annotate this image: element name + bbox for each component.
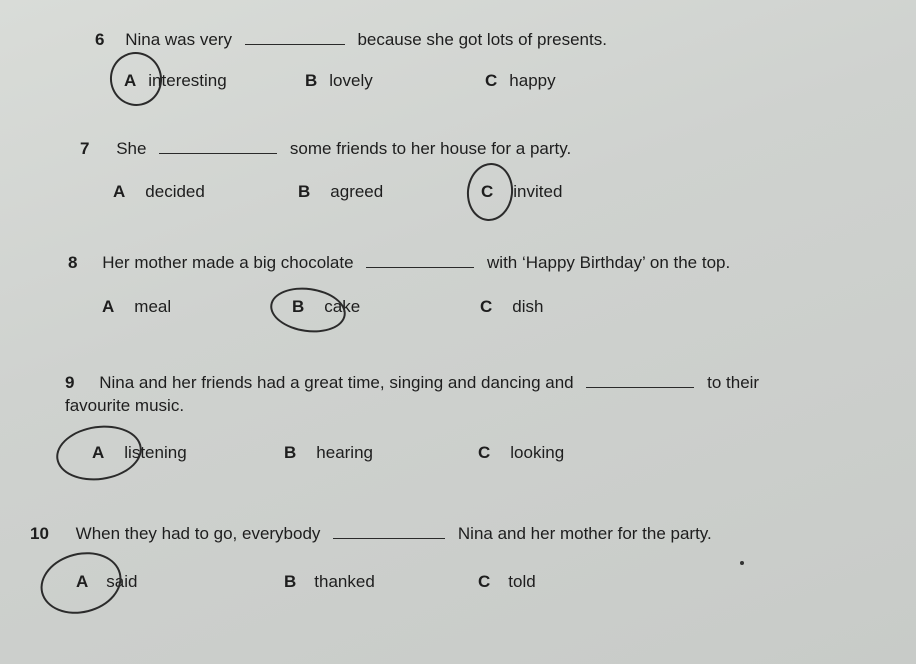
- option-text: cake: [324, 297, 361, 316]
- question-text-before: Nina and her friends had a great time, singing and dancing and: [99, 373, 574, 392]
- question-text-before: Her mother made a big chocolate: [102, 253, 354, 272]
- pencil-mark: [740, 561, 744, 565]
- option-letter: B: [305, 71, 318, 90]
- option-letter: B: [292, 297, 305, 316]
- option-text: said: [106, 572, 138, 591]
- question-text-before: When they had to go, everybody: [75, 524, 321, 543]
- option-text: hearing: [316, 443, 373, 462]
- option-text: listening: [124, 443, 187, 462]
- option-letter: C: [478, 443, 491, 462]
- answer-blank[interactable]: [159, 139, 277, 154]
- option-text: happy: [509, 71, 556, 90]
- option-letter: C: [485, 71, 498, 90]
- option-b[interactable]: [284, 443, 373, 463]
- option-a[interactable]: [124, 71, 227, 91]
- question-text-before: She: [116, 139, 147, 158]
- option-a[interactable]: [102, 297, 171, 317]
- question-number: 10: [30, 524, 49, 543]
- question-9: [65, 373, 759, 393]
- option-text: dish: [512, 297, 544, 316]
- answer-blank[interactable]: [366, 253, 474, 268]
- question-text-before: Nina was very: [125, 30, 232, 49]
- option-c[interactable]: [478, 443, 564, 463]
- question-10: [30, 524, 712, 544]
- option-text: looking: [510, 443, 565, 462]
- option-b[interactable]: [305, 71, 373, 91]
- option-letter: B: [284, 572, 297, 591]
- option-b[interactable]: [284, 572, 375, 592]
- answer-blank[interactable]: [586, 373, 694, 388]
- option-c[interactable]: [478, 572, 536, 592]
- option-a[interactable]: [92, 443, 187, 463]
- option-text: told: [508, 572, 536, 591]
- question-text-after: Nina and her mother for the party.: [457, 524, 712, 543]
- question-text-after: to their: [707, 373, 760, 392]
- option-letter: A: [124, 71, 137, 90]
- option-text: lovely: [329, 71, 373, 90]
- option-b[interactable]: [298, 182, 383, 202]
- option-letter: A: [76, 572, 89, 591]
- question-number: 7: [80, 139, 90, 158]
- option-c[interactable]: [480, 297, 543, 317]
- question-text-after: because she got lots of presents.: [357, 30, 607, 49]
- option-letter: C: [480, 297, 493, 316]
- option-letter: A: [102, 297, 115, 316]
- question-9-continuation: favourite music.: [65, 396, 185, 415]
- option-a[interactable]: [113, 182, 205, 202]
- option-text: thanked: [314, 572, 375, 591]
- option-letter: C: [481, 182, 494, 201]
- option-c[interactable]: [485, 71, 556, 91]
- option-letter: A: [113, 182, 126, 201]
- option-text: interesting: [148, 71, 227, 90]
- option-letter: B: [284, 443, 297, 462]
- question-7: [80, 139, 571, 159]
- answer-blank[interactable]: [245, 30, 345, 45]
- option-letter: B: [298, 182, 311, 201]
- option-text: decided: [145, 182, 205, 201]
- option-text: agreed: [330, 182, 384, 201]
- option-b[interactable]: [292, 297, 360, 317]
- question-number: 6: [95, 30, 105, 49]
- answer-blank[interactable]: [333, 524, 445, 539]
- option-text: invited: [513, 182, 563, 201]
- question-text-after: some friends to her house for a party.: [289, 139, 572, 158]
- option-text: meal: [134, 297, 172, 316]
- option-letter: C: [478, 572, 491, 591]
- option-a[interactable]: [76, 572, 137, 592]
- question-6: [95, 30, 607, 50]
- option-letter: A: [92, 443, 105, 462]
- question-8: [68, 253, 730, 273]
- question-number: 8: [68, 253, 78, 272]
- question-number: 9: [65, 373, 75, 392]
- question-text-after: with ‘Happy Birthday’ on the top.: [487, 253, 731, 272]
- option-c[interactable]: [481, 182, 562, 202]
